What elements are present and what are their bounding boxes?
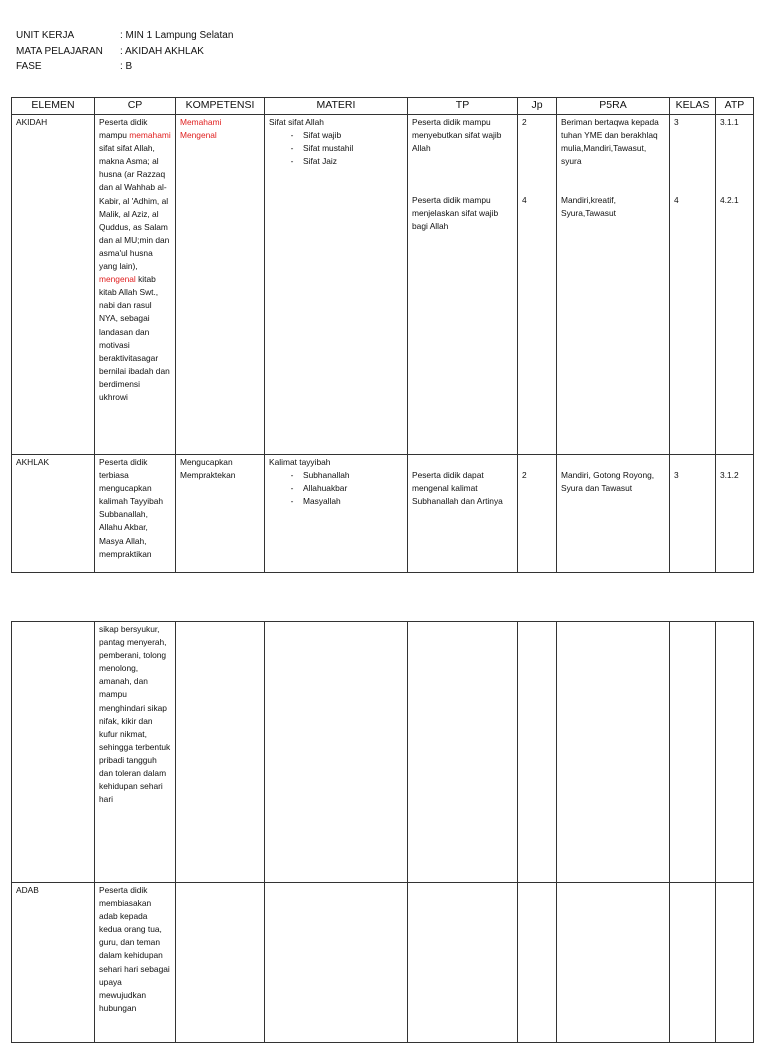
table-header-row — [12, 98, 754, 115]
jp-item: 2 — [522, 117, 527, 127]
meta-value: : B — [120, 61, 133, 72]
column-header-kompetensi: KOMPETENSI — [176, 98, 265, 115]
column-header-jp: Jp — [518, 98, 557, 115]
cell-materi — [265, 455, 408, 573]
atp-item: 3.1.2 — [720, 470, 739, 480]
kelas-item: 3 — [674, 470, 679, 480]
table-row-akhlak — [12, 455, 754, 573]
cp-highlight: memahami — [129, 130, 171, 141]
curriculum-table-page-1 — [11, 97, 754, 573]
list-item: - Sifat wajib — [269, 129, 403, 142]
p5ra-item: Mandiri, Gotong Royong, Syura dan Tawasut — [561, 470, 655, 494]
cell-jp — [518, 455, 557, 573]
meta-label: FASE — [16, 61, 42, 72]
materi-list — [269, 129, 403, 168]
cell-cp: sikap bersyukur, pantag menyerah, pemberani, tolong menolong, amanah, dan mampu menghindari sikap nifak, kikir dan kufur nikmat, sehingga terbentuk pribadi tangguh dan toleran dalam kehidupan sehari hari — [95, 622, 176, 883]
materi-item: Allahuakbar — [303, 483, 348, 494]
cell-kelas — [670, 115, 716, 455]
materi-item: Sifat mustahil — [303, 143, 354, 154]
cell-p5ra — [557, 622, 670, 883]
cell-atp — [716, 883, 754, 1043]
cell-materi — [265, 115, 408, 455]
column-header-cp: CP — [95, 98, 176, 115]
list-item: - Sifat mustahil — [269, 142, 403, 155]
atp-item: 3.1.1 — [720, 117, 739, 127]
cell-kompetensi — [176, 883, 265, 1043]
tp-item: Peserta didik mampu menyebutkan sifat wajib Allah — [412, 117, 502, 154]
column-header-elemen: ELEMEN — [12, 98, 95, 115]
kompetensi-item: Mengenal — [180, 130, 217, 141]
cell-atp — [716, 115, 754, 455]
cell-tp — [408, 455, 518, 573]
p5ra-item: Mandiri,kreatif, Syura,Tawasut — [561, 195, 616, 219]
list-item: - Allahuakbar — [269, 482, 403, 495]
meta-value: : AKIDAH AKHLAK — [120, 45, 204, 57]
cp-text: Peserta didik mampu — [99, 117, 148, 141]
cell-elemen: AKIDAH — [12, 115, 95, 455]
materi-item: Subhanallah — [303, 470, 350, 481]
meta-label: MATA PELAJARAN — [16, 45, 103, 57]
cell-kompetensi — [176, 115, 265, 455]
atp-item: 4.2.1 — [720, 195, 739, 205]
cell-jp — [518, 883, 557, 1043]
cell-cp — [95, 115, 176, 455]
cell-cp: Peserta didik membiasakan adab kepada kedua orang tua, guru, dan teman dalam kehidupan sehari hari sebagai upaya mewujudkan hubungan — [95, 883, 176, 1043]
meta-row-subject — [16, 44, 233, 60]
cell-elemen: ADAB — [12, 883, 95, 1043]
materi-item: Sifat wajib — [303, 130, 342, 141]
cell-kelas — [670, 455, 716, 573]
curriculum-table-page-2 — [11, 621, 754, 1043]
kelas-item: 3 — [674, 117, 679, 127]
cell-jp — [518, 115, 557, 455]
materi-list — [269, 469, 403, 508]
tp-item: Peserta didik dapat mengenal kalimat Subhanallah dan Artinya — [412, 470, 503, 507]
cp-text: sifat sifat Allah, makna Asma; al husna (ar Razzaq dan al Wahhab al-Kabir, al 'Adhim, al Malik, al Aziz, al Quddus, as Salam dan al MU;min dan asma'ul husna yang lain), — [99, 143, 170, 272]
cell-kelas — [670, 883, 716, 1043]
list-item: - Subhanallah — [269, 469, 403, 482]
meta-row-unit — [16, 28, 233, 44]
jp-item: 2 — [522, 470, 527, 480]
meta-label: UNIT KERJA — [16, 30, 75, 41]
kompetensi-item: Memahami — [180, 117, 222, 127]
cell-cp: Peserta didik terbiasa mengucapkan kalimah Tayyibah Subbanallah, Allahu Akbar, Masya Allah, mempraktikan — [95, 455, 176, 573]
list-item: - Sifat Jaiz — [269, 155, 403, 168]
materi-title: Sifat sifat Allah — [269, 117, 324, 127]
table-row-continued — [12, 622, 754, 883]
column-header-materi: MATERI — [265, 98, 408, 115]
column-header-p5ra: P5RA — [557, 98, 670, 115]
meta-row-phase — [16, 59, 233, 75]
meta-value: : MIN 1 Lampung Selatan — [120, 30, 234, 41]
cell-materi — [265, 883, 408, 1043]
cell-tp — [408, 622, 518, 883]
table-row-adab — [12, 883, 754, 1043]
p5ra-item: Beriman bertaqwa kepada tuhan YME dan berakhlaq mulia,Mandiri,Tawasut, syura — [561, 117, 659, 167]
cell-atp — [716, 455, 754, 573]
column-header-kelas: KELAS — [670, 98, 716, 115]
cell-kompetensi — [176, 622, 265, 883]
cell-p5ra — [557, 883, 670, 1043]
cp-highlight: mengenal — [99, 274, 136, 285]
cell-jp — [518, 622, 557, 883]
header-meta — [16, 28, 233, 75]
cell-tp — [408, 883, 518, 1043]
cell-p5ra — [557, 115, 670, 455]
column-header-tp: TP — [408, 98, 518, 115]
cell-elemen: AKHLAK — [12, 455, 95, 573]
cell-kompetensi: Mengucapkan Mempraktekan — [176, 455, 265, 573]
cell-atp — [716, 622, 754, 883]
materi-title: Kalimat tayyibah — [269, 457, 331, 467]
cell-materi — [265, 622, 408, 883]
column-header-atp: ATP — [716, 98, 754, 115]
table-row-akidah — [12, 115, 754, 455]
list-item: - Masyallah — [269, 495, 403, 508]
jp-item: 4 — [522, 195, 527, 205]
tp-item: Peserta didik mampu menjelaskan sifat wajib bagi Allah — [412, 195, 499, 232]
materi-item: Masyallah — [303, 496, 341, 507]
cell-elemen — [12, 622, 95, 883]
kelas-item: 4 — [674, 195, 679, 205]
cp-text: kitab kitab Allah Swt., nabi dan rasul NYA, sebagai landasan dan motivasi beraktivitasagar bernilai ibadah dan berdimensi ukhrowi — [99, 274, 170, 402]
cell-kelas — [670, 622, 716, 883]
materi-item: Sifat Jaiz — [303, 156, 337, 167]
cell-p5ra — [557, 455, 670, 573]
cell-tp — [408, 115, 518, 455]
